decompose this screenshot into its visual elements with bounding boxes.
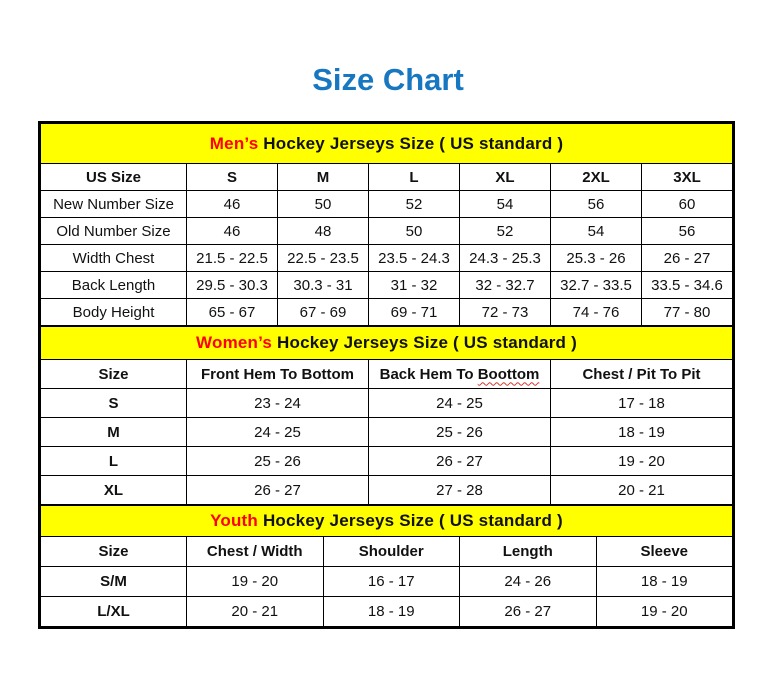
table-cell: 48 [278,218,369,245]
youth-size-table [40,505,733,627]
table-row [41,476,733,505]
column-header: 2XL [551,164,642,191]
table-cell: 56 [551,191,642,218]
table-cell: 56 [642,218,733,245]
row-label: Back Length [41,272,187,299]
table-cell: 65 - 67 [187,299,278,326]
table-cell: 24.3 - 25.3 [460,245,551,272]
column-header: Size [41,537,187,567]
table-cell: 67 - 69 [278,299,369,326]
table-cell: 46 [187,191,278,218]
womens-header-row [41,360,733,389]
column-header: US Size [41,164,187,191]
table-cell: 24 - 25 [369,389,551,418]
back-hem-prefix: Back Hem To [379,365,474,383]
table-row [41,218,733,245]
womens-band-title [41,327,733,360]
table-cell: 26 - 27 [187,476,369,505]
table-cell: 25 - 26 [369,418,551,447]
table-row [41,299,733,326]
column-header: Shoulder [323,537,460,567]
table-cell: 54 [551,218,642,245]
table-cell: 19 - 20 [551,447,733,476]
table-cell: 16 - 17 [323,567,460,597]
table-cell: 69 - 71 [369,299,460,326]
table-cell: 46 [187,218,278,245]
table-cell: 18 - 19 [551,418,733,447]
mens-header-row [41,164,733,191]
table-row [41,567,733,597]
back-hem-misspelled-word: Boottom [477,365,540,383]
table-cell: 74 - 76 [551,299,642,326]
table-cell: 27 - 28 [369,476,551,505]
table-cell: 18 - 19 [323,597,460,627]
column-header: M [278,164,369,191]
table-cell: 23.5 - 24.3 [369,245,460,272]
row-label: XL [41,476,187,505]
table-row [41,597,733,627]
column-header: Length [460,537,597,567]
column-header-back-hem [369,360,551,389]
table-cell: 17 - 18 [551,389,733,418]
table-cell: 60 [642,191,733,218]
table-cell: 26 - 27 [369,447,551,476]
column-header: L [369,164,460,191]
table-cell: 54 [460,191,551,218]
size-chart [38,121,735,629]
table-cell: 30.3 - 31 [278,272,369,299]
youth-header-row [41,537,733,567]
womens-section-band [41,327,733,360]
table-cell: 29.5 - 30.3 [187,272,278,299]
table-cell: 32 - 32.7 [460,272,551,299]
column-header: S [187,164,278,191]
table-cell: 31 - 32 [369,272,460,299]
table-row [41,245,733,272]
table-cell: 77 - 80 [642,299,733,326]
youth-band-title [41,506,733,537]
table-row [41,389,733,418]
row-label: M [41,418,187,447]
column-header: Sleeve [596,537,733,567]
table-cell: 50 [278,191,369,218]
column-header: Chest / Width [187,537,324,567]
mens-size-table [40,123,733,326]
column-header: Front Hem To Bottom [187,360,369,389]
table-cell: 72 - 73 [460,299,551,326]
table-cell: 21.5 - 22.5 [187,245,278,272]
table-cell: 20 - 21 [187,597,324,627]
table-cell: 19 - 20 [187,567,324,597]
column-header: Chest / Pit To Pit [551,360,733,389]
youth-band-highlight: Youth [210,511,259,530]
mens-band-highlight: Men’s [209,133,259,153]
table-cell: 25.3 - 26 [551,245,642,272]
row-label: S [41,389,187,418]
table-row [41,191,733,218]
womens-band-highlight: Women’s [196,333,273,352]
row-label: L [41,447,187,476]
table-cell: 32.7 - 33.5 [551,272,642,299]
row-label: Width Chest [41,245,187,272]
table-cell: 19 - 20 [596,597,733,627]
table-cell: 33.5 - 34.6 [642,272,733,299]
mens-band-rest: Hockey Jerseys Size ( US standard ) [263,133,564,153]
mens-section-band [41,124,733,164]
womens-band-rest: Hockey Jerseys Size ( US standard ) [277,333,577,352]
table-cell: 20 - 21 [551,476,733,505]
row-label: New Number Size [41,191,187,218]
table-cell: 26 - 27 [460,597,597,627]
table-cell: 23 - 24 [187,389,369,418]
table-cell: 24 - 25 [187,418,369,447]
table-cell: 18 - 19 [596,567,733,597]
table-cell: 50 [369,218,460,245]
womens-size-table [40,326,733,505]
column-header: 3XL [642,164,733,191]
table-cell: 24 - 26 [460,567,597,597]
table-row [41,272,733,299]
row-label: S/M [41,567,187,597]
table-row [41,447,733,476]
youth-band-rest: Hockey Jerseys Size ( US standard ) [262,511,563,530]
table-cell: 22.5 - 23.5 [278,245,369,272]
youth-section-band [41,506,733,537]
column-header: Size [41,360,187,389]
table-cell: 25 - 26 [187,447,369,476]
table-cell: 52 [369,191,460,218]
row-label: L/XL [41,597,187,627]
row-label: Old Number Size [41,218,187,245]
table-cell: 52 [460,218,551,245]
page-title: Size Chart [312,62,464,97]
table-row [41,418,733,447]
mens-band-title [41,124,733,164]
column-header: XL [460,164,551,191]
row-label: Body Height [41,299,187,326]
table-cell: 26 - 27 [642,245,733,272]
